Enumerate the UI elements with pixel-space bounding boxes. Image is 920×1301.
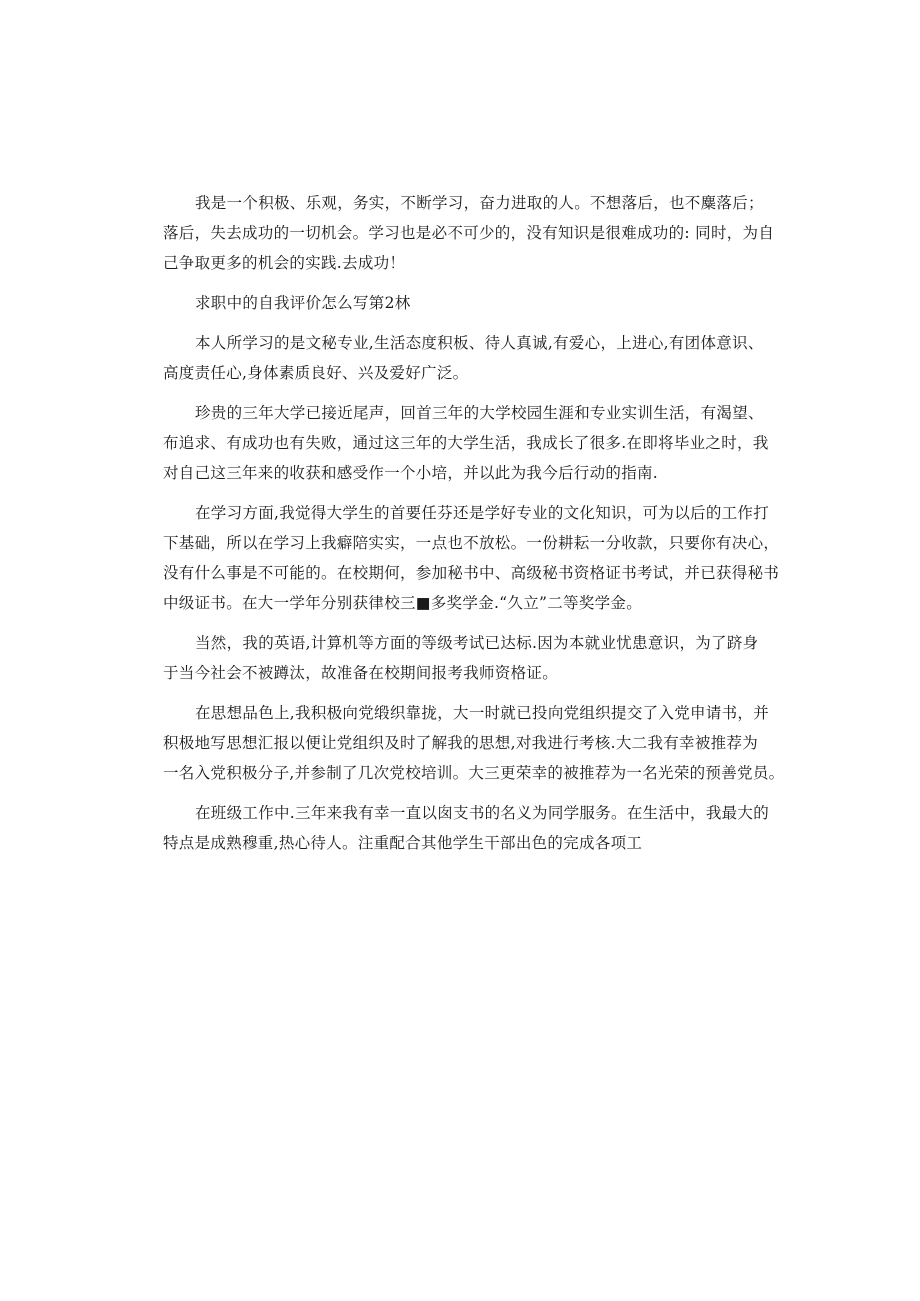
paragraph-exams (163, 628, 773, 688)
paragraph-intro (163, 188, 773, 278)
text-line: 积极地写思想汇报以便让党组织及时了解我的思想,对我进行考核.大二我有幸被推荐为 (163, 734, 759, 752)
text-line: 我是一个积极、乐观，务实，不断学习，奋力进取的人。不想落后，也不麋落后； (195, 194, 764, 212)
text-line: 当然，我的英语,计算机等方面的等级考试已达标.因为本就业忧患意识，为了跻身 (195, 634, 759, 652)
text-line: 己争取更多的机会的实践.去成功！ (163, 254, 406, 272)
paragraph-ideology (163, 698, 785, 788)
paragraph-study (163, 498, 780, 618)
text-line: 下基础，所以在学习上我癖陪实实，一点也不放松。一份耕耘一分收款，只要你有决心， (163, 534, 780, 552)
document-page (163, 188, 785, 868)
text-line: 落后，失去成功的一切机会。学习也是必不可少的，没有知识是很难成功的: 同时，为自 (163, 224, 775, 242)
paragraph-class-work (163, 798, 773, 858)
text-line: 在学习方面,我觉得大学生的首要任芬还是学好专业的文化知识，可为以后的工作打 (195, 504, 770, 522)
section-heading: 求职中的自我评价怎么写第2林 (195, 294, 411, 312)
paragraph-major (163, 328, 773, 388)
text-line: 特点是成熟穆重,热心待人。注重配合其他学生干部出色的完成各项工 (163, 834, 643, 852)
text-line: 在班级工作中.三年来我有幸一直以囱支书的名义为同学服务。在生活中，我最大的 (195, 804, 770, 822)
paragraph-university-life (163, 398, 773, 488)
text-line: 一名入党积极分子,并参制了几次党校培训。大三更荣幸的被推荐为一名光荣的预善党员。 (163, 764, 785, 782)
text-line: 在思想品色上,我积极向党缎织靠拢，大一时就已投向党组织提交了入党申请书，并 (195, 704, 770, 722)
text-line: 中级证书。在大一学年分别获律校三■多奖学金.“久立”二等奖学金。 (163, 594, 643, 612)
text-line: 珍贵的三年大学已接近尾声，回首三年的大学校园生涯和专业实训生活，有渴望、 (195, 404, 764, 422)
text-line: 本人所学习的是文秘专业,生活态度积板、待人真诚,有爱心，上进心,有团体意识、 (195, 334, 764, 352)
text-line: 对自己这三年来的收获和感受作一个小培，并以此为我今后行动的指南. (163, 464, 659, 482)
text-line: 没有什么事是不可能的。在校期何，参加秘书中、高级秘书资格证书考试，并已获得秘书 (163, 564, 780, 582)
text-line: 高度责任心,身体素质良好、兴及爱好广泛。 (163, 364, 469, 382)
text-line: 布追求、有成功也有失败，通过这三年的大学生活，我成长了很多.在即将毕业之时，我 (163, 434, 769, 452)
text-line: 于当今社会不被蹲汰，故准备在校期间报考我师资格证。 (163, 664, 559, 682)
